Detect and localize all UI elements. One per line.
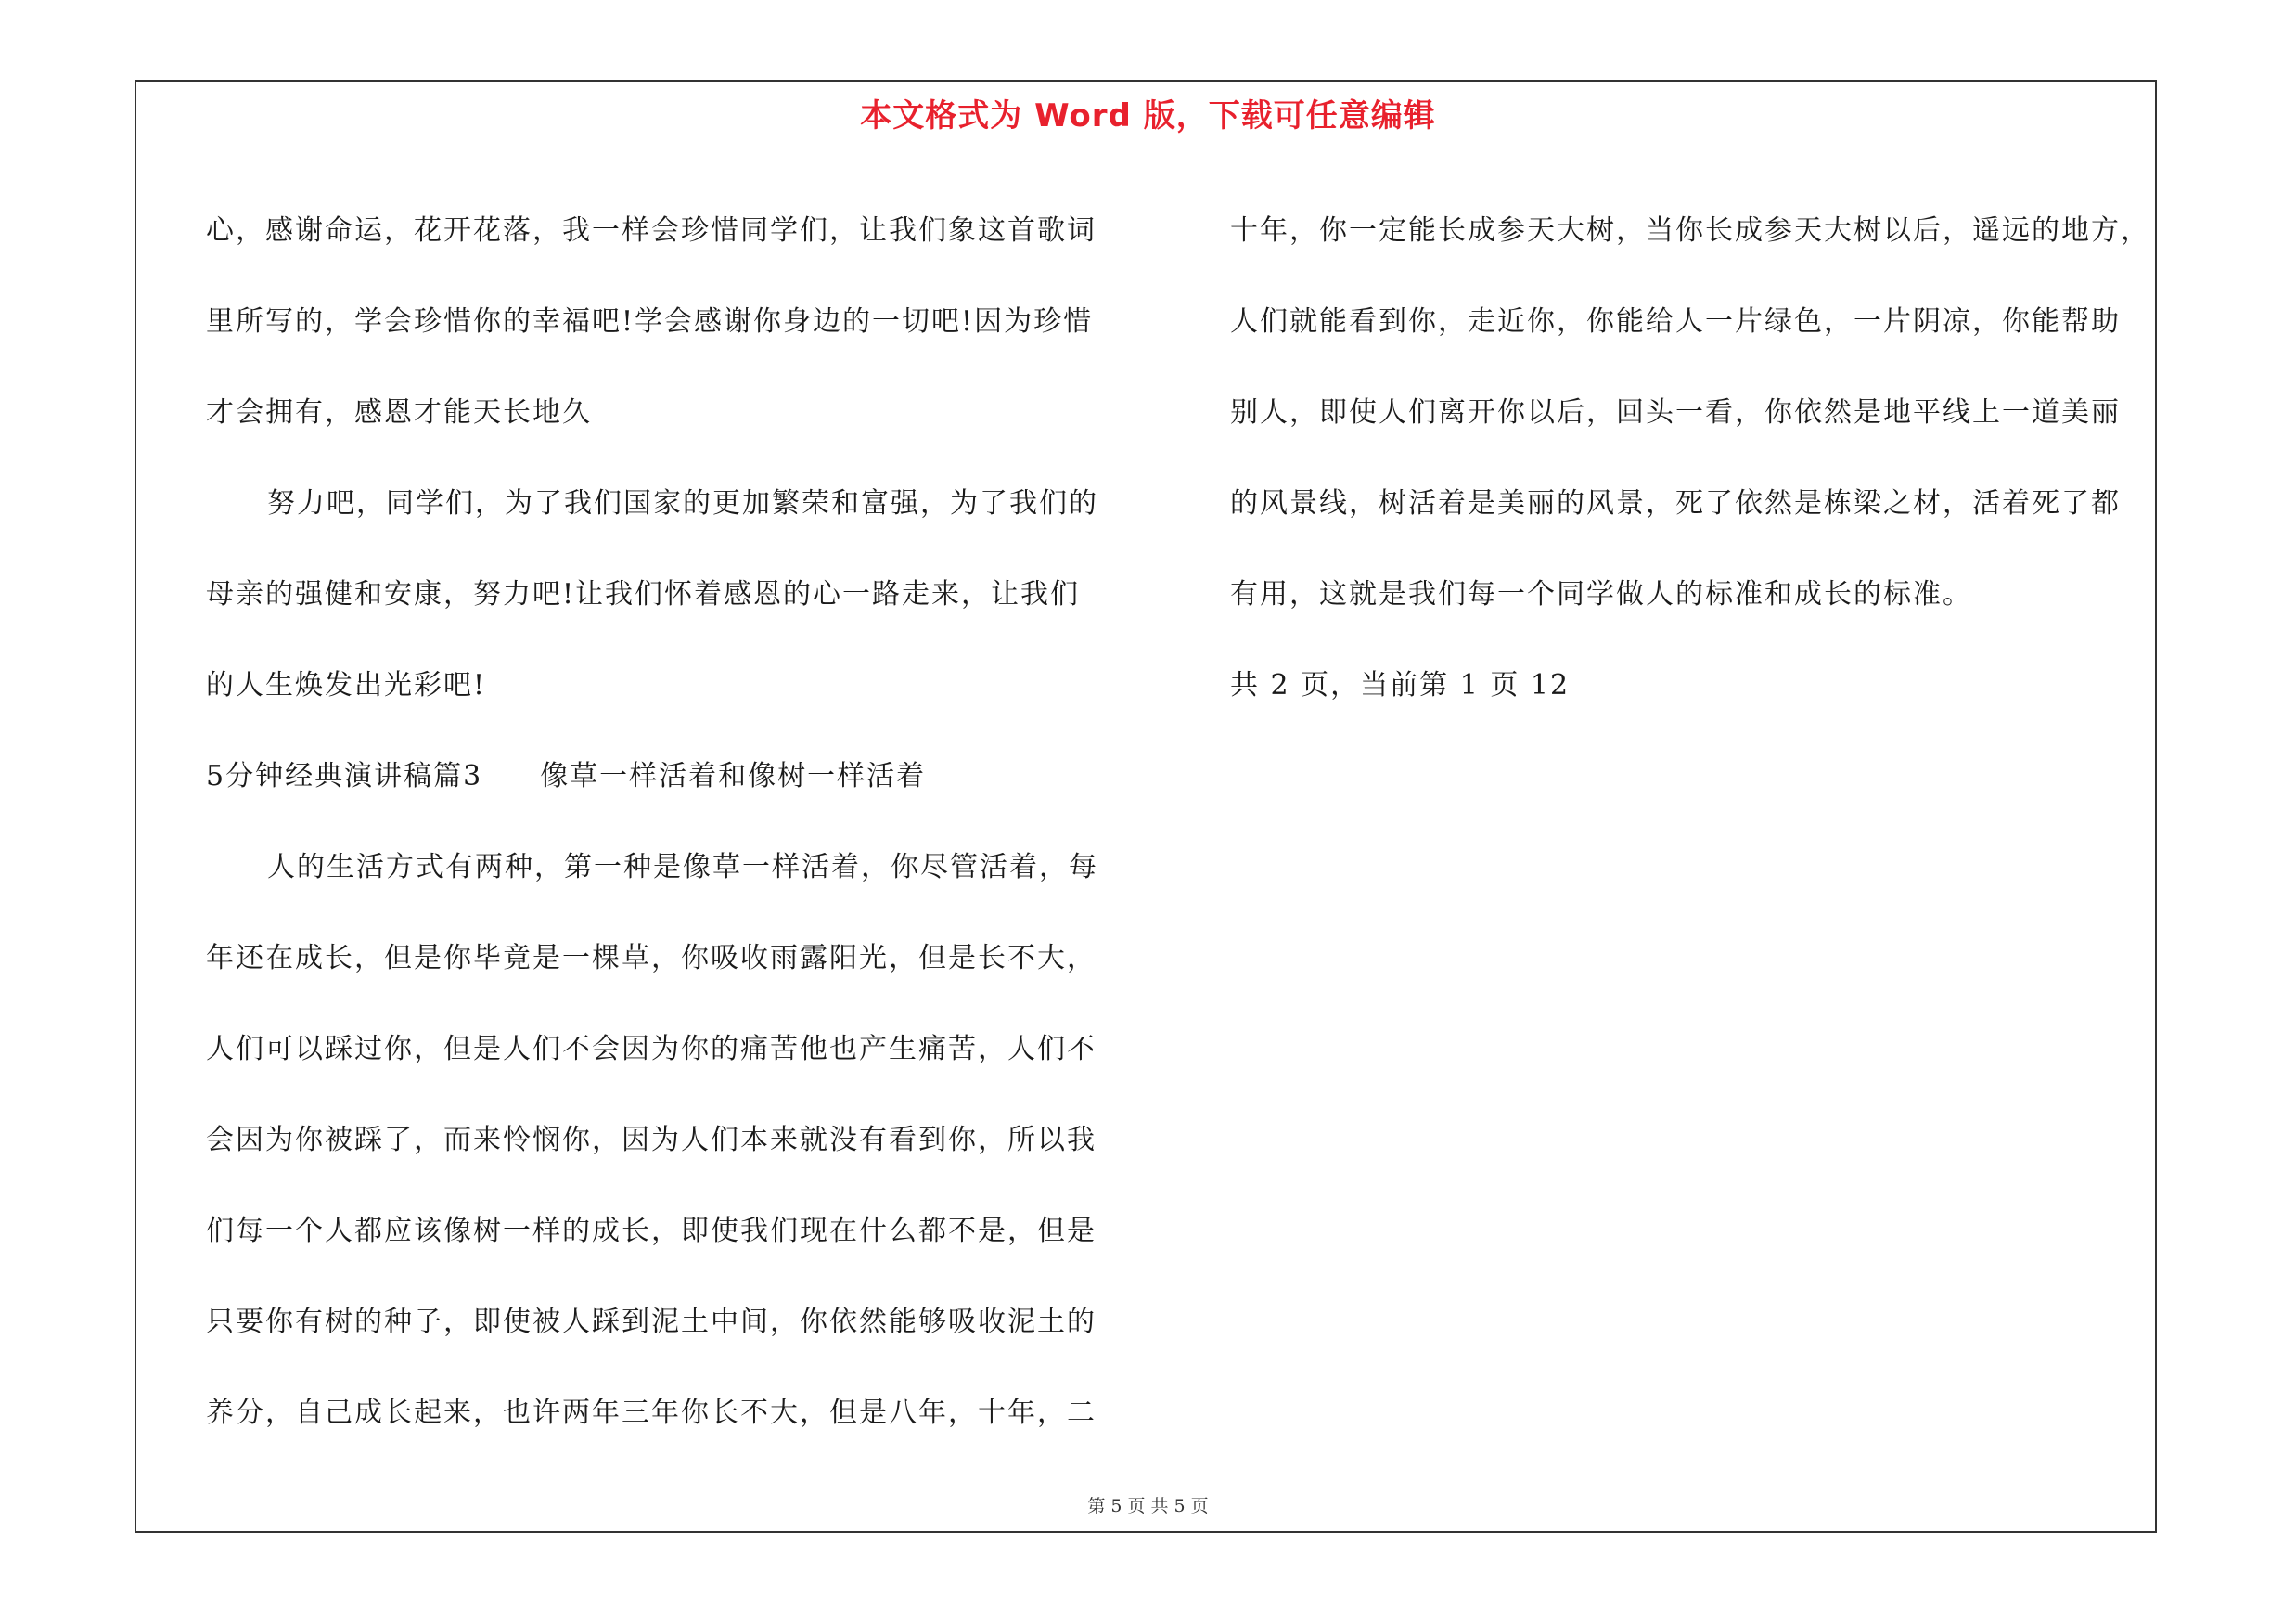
paragraph-line: 们每一个人都应该像树一样的成长，即使我们现在什么都不是，但是 <box>206 1215 1097 1247</box>
right-column <box>1230 186 2158 731</box>
paragraph-line: 年还在成长，但是你毕竟是一棵草，你吸收雨露阳光，但是长不大， <box>206 942 1097 974</box>
paragraph-line: 只要你有树的种子，即使被人踩到泥土中间，你依然能够吸收泥土的 <box>206 1306 1097 1338</box>
paragraph-line: 十年，你一定能长成参天大树，当你长成参天大树以后，遥远的地方， <box>1230 214 2150 247</box>
paragraph-line: 人们就能看到你，走近你，你能给人一片绿色，一片阴凉，你能帮助 <box>1230 305 2121 338</box>
section-heading <box>206 731 1134 822</box>
section-number: 5分钟经典演讲稿篇3 <box>206 760 483 792</box>
page-count-note: 共 2 页，当前第 1 页 12 <box>1230 669 1571 702</box>
paragraph-line: 里所写的，学会珍惜你的幸福吧!学会感谢你身边的一切吧!因为珍惜 <box>206 305 1094 338</box>
paragraph-line: 有用，这就是我们每一个同学做人的标准和成长的标准。 <box>1230 578 1972 611</box>
paragraph-line: 心，感谢命运，花开花落，我一样会珍惜同学们，让我们象这首歌词 <box>206 214 1097 247</box>
paragraph-line: 别人，即使人们离开你以后，回头一看，你依然是地平线上一道美丽 <box>1230 396 2121 429</box>
paragraph-line: 母亲的强健和安康，努力吧!让我们怀着感恩的心一路走来，让我们 <box>206 578 1081 611</box>
paragraph-line: 才会拥有，感恩才能天长地久 <box>206 396 592 429</box>
left-column <box>206 186 1134 1459</box>
paragraph-line: 人们可以踩过你，但是人们不会因为你的痛苦他也产生痛苦，人们不 <box>206 1033 1097 1065</box>
paragraph-line: 的风景线，树活着是美丽的风景，死了依然是栋梁之材，活着死了都 <box>1230 487 2121 520</box>
paragraph-line: 的人生焕发出光彩吧! <box>206 669 487 702</box>
paragraph-line: 会因为你被踩了，而来怜悯你，因为人们本来就没有看到你，所以我 <box>206 1124 1097 1156</box>
paragraph-line: 人的生活方式有两种，第一种是像草一样活着，你尽管活着，每 <box>267 851 1098 883</box>
paragraph-line: 养分，自己成长起来，也许两年三年你长不大，但是八年，十年，二 <box>206 1397 1097 1429</box>
section-title: 像草一样活着和像树一样活着 <box>540 760 927 792</box>
banner-text: 本文格式为 Word 版，下载可任意编辑 <box>860 97 1436 135</box>
page-number: 第 5 页 共 5 页 <box>1087 1496 1209 1516</box>
paragraph-line: 努力吧，同学们，为了我们国家的更加繁荣和富强，为了我们的 <box>267 487 1098 520</box>
